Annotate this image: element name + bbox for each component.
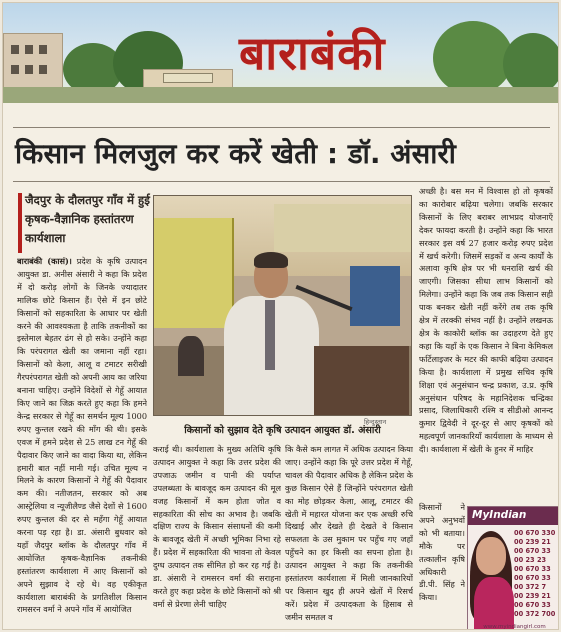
article-photo	[153, 195, 412, 416]
advertisement	[467, 506, 559, 630]
ad-phone-number: 00 670 33	[514, 565, 551, 573]
subhead-accent-bar	[18, 193, 22, 253]
divider	[13, 127, 550, 128]
article-column-4	[419, 185, 553, 501]
column-1-text: प्रदेश के कृषि उत्पादन आयुक्त डा. अनीस अंसारी ने कहा कि प्रदेश में दो करोड़ लोगों के जिनके ज्यादातर मालिक छोटे किसान हैं। ऐसे में इन छोटे किसानों को सहकारिता के आधार पर खेती करने की आवश्यकता है ताकि तकनीकों का इस्तेमाल बेहतर ढंग से हो सके। उन्होंने कहा कि परंपरागत खेती का जमाना नहीं रहा। किसानों को केला, आलू व टमाटर सरीखी गैरपरंपरागत खेती को अपनी आय का जरिया बनाना चाहिए। उन्होंने विदेशों से गेहूँ आयात किए जाने का जिक्र करते हुए कहा कि हमने केन्द्र सरकार से गेहूँ का समर्थन मूल्य 1000 रुपए कुन्तल रखने की माँग की थी। इसके एवज में हमने प्रदेश से 25 लाख टन गेहूँ की पैदावार किए जाने का वादा किया था, लेकिन हमारी बात नहीं मानी गई। उचित मूल्य न मिलने के कारण किसानों ने गेहूँ की पैदावार कम की। नतीजतन, सरकार को अब आस्ट्रेलिया व न्यूजीलैण्ड जैसे देशों से 1600 रुपए कुन्तल की दर से महँगा गेहूँ आयात करना पड़ रहा है। डा. अंसारी बुधवार को यहाँ जैदपुर ब्लॉक के दौलतपुर गाँव में आयोजित कृषक-वैज्ञानिक तकनीकी हस्तांतरण कार्यशाला में आए किसानों को अपने सुझाव दे रहे थे। वह एकीकृत कार्यशाला बाराबंकी के प्रगतिशील किसान रामसरन वर्मा ने अपने गाँव में आयोजित	[17, 256, 147, 615]
article-column-3	[285, 443, 413, 629]
dateline: बाराबंकी (कासं)।	[17, 256, 72, 266]
photo-credit: हिन्दुस्तान	[364, 418, 387, 426]
ad-phone-numbers	[514, 529, 559, 619]
photo-audience-person	[178, 336, 204, 376]
ad-phone-number: 00 372 700	[514, 610, 556, 618]
newspaper-clipping	[2, 2, 559, 630]
article-column-4-tail	[419, 501, 465, 629]
window-shape	[25, 45, 33, 54]
ad-phone-number: 00 670 33	[514, 574, 551, 582]
column-4-text: अच्छी है। बस मन में विश्वास हो तो कृषकों का कारोबार बढ़िया चलेगा। जबकि सरकार किसानों के लिए बराबर लाभप्रद योजनाएँ देकर फायदा करती है। उन्होंने कहा कि भारत सरकार इस वर्ष 27 हजार करोड़ रुपए प्रदेश में खर्च करेगी। जिसमें सड़कों व अन्य कार्यों के अलावा कृषि क्षेत्र पर भी धनराशि खर्च की जाएगी। जिसका सीधा लाभ किसानों को मिलेगा। उन्होंने कहा कि जब तक किसान सही पाक बनकर खेती नहीं करेंगे तब तक कृषि क्षेत्र में तरक्की संभव नहीं है। उन्होंने लखनऊ क्षेत्र के काकोरी ब्लॉक का उदाहरण देते हुए कहा कि यहाँ के एक किसान ने बिना केमिकल फर्टिलाइजर के मटर की काफी बढ़िया उत्पादन किया है। कार्यशाला में प्रमुख सचिव कृषि शिक्षा एवं अनुसंधान चन्द्र प्रकाश, उ.प्र. कृषि अनुसंधान परिषद के महानिदेशक चन्द्रिका प्रसाद, जिलाधिकारी रश्मि व सीडीओ आनन्द कुमार द्विवेदी ने दूर-दूर से आए कृषकों को महत्वपूर्ण जानकारियाँ कार्यशाला के माध्यम से दी। कार्यशाला में खेती के हुनर में माहिर	[419, 186, 553, 455]
column-4-tail-text: किसानों ने अपने अनुभवों को भी बताया। मौके पर तत्कालीन कृषि अधिकारी डी.पी. सिंह ने किया।	[419, 502, 465, 603]
photo-backdrop	[350, 266, 400, 326]
window-shape	[11, 65, 19, 74]
window-shape	[11, 45, 19, 54]
photo-speaker-hair	[254, 252, 288, 268]
tree-image	[503, 33, 559, 95]
article-column-1	[17, 255, 147, 629]
sign-shape	[163, 73, 213, 83]
masthead-title: बाराबंकी	[239, 26, 386, 80]
ad-phone-number: 00 239 21	[514, 592, 551, 600]
window-shape	[39, 65, 47, 74]
ad-phone-number: 00 670 33	[514, 601, 551, 609]
ground-shape	[3, 87, 559, 103]
ad-model-body	[474, 577, 514, 630]
ad-phone-number: 00 23 23	[514, 556, 547, 564]
ad-model-face	[476, 537, 506, 575]
article-column-2	[153, 443, 281, 629]
building-image	[3, 33, 63, 93]
subhead: जैदपुर के दौलतपुर गाँव में हुई कृषक-वैज्ञानिक हस्तांतरण कार्यशाला	[25, 193, 150, 245]
ad-phone-number: 00 670 330	[514, 529, 556, 537]
column-3-text: कि कैसे कम लागत में अधिक उत्पादन किया जाए। उन्होंने कहा कि पूरे उत्तर प्रदेश में गेहूँ, चावल की पैदावार अधिक है लेकिन प्रदेश के कुछ किसान ऐसे हैं जिन्होंने परंपरागत खेती का मोह छोड़कर केला, आलू, टमाटर की खेती में महारत योजना कर एक अच्छी रुचि दिखाई और देखते ही देखते वे किसान सफलता के उस मुकाम पर पहुँच गए जहाँ पहुँचने का हर किसी का सपना होता है। उत्पादन आयुक्त ने कहा कि तकनीकी हस्तांतरण कार्यशाला में मिली जानकारियों पर किसान खुद ही अपने खेतों में रिसर्च करें। प्रदेश में उत्पादकता के हिसाब से जमीन समतल व	[285, 444, 413, 622]
divider	[13, 181, 550, 182]
ad-phone-number: 00 239 21	[514, 538, 551, 546]
window-shape	[25, 65, 33, 74]
masthead	[3, 3, 559, 103]
window-shape	[39, 45, 47, 54]
ad-title: MyIndian	[468, 507, 559, 525]
column-2-text: कराई थी। कार्यशाला के मुख्य अतिथि कृषि उत्पादन आयुक्त ने कहा कि उत्तर प्रदेश की उपजाऊ जमीन व पानी की पर्याप्त उपलब्धता के बावजूद कम उत्पादन की मूल वजह किसानों में कम होता जोत व सहकारिता की सोच का अभाव है। जबकि दक्षिण राज्य के किसान संसाधनों की कमी के बावजूद खेती में अच्छी भूमिका निभा रहे हैं। प्रदेश में सहकारिता की भावना तो केवल दुग्ध उत्पादन तक सीमित हो कर रह गई है। डा. अंसारी ने रामसरन वर्मा की सराहना करते हुए कहा प्रदेश के छोटे किसानों को श्री वर्मा से प्रेरणा लेनी चाहिए	[153, 444, 281, 609]
ad-phone-number: 00 670 33	[514, 547, 551, 555]
ad-footer: www.myindiangirl.com	[483, 624, 546, 630]
tree-image	[433, 21, 513, 95]
photo-banner	[154, 218, 234, 328]
headline: किसान मिलजुल कर करें खेती : डॉ. अंसारी	[15, 138, 457, 170]
photo-podium	[314, 346, 409, 416]
photo-banner	[274, 204, 412, 252]
photo-speaker-tie	[265, 300, 275, 370]
ad-phone-number: 00 372 7	[514, 583, 547, 591]
photo-caption: किसानों को सुझाव देते कृषि उत्पादन आयुक्त डॉ. अंसारी	[184, 425, 381, 436]
